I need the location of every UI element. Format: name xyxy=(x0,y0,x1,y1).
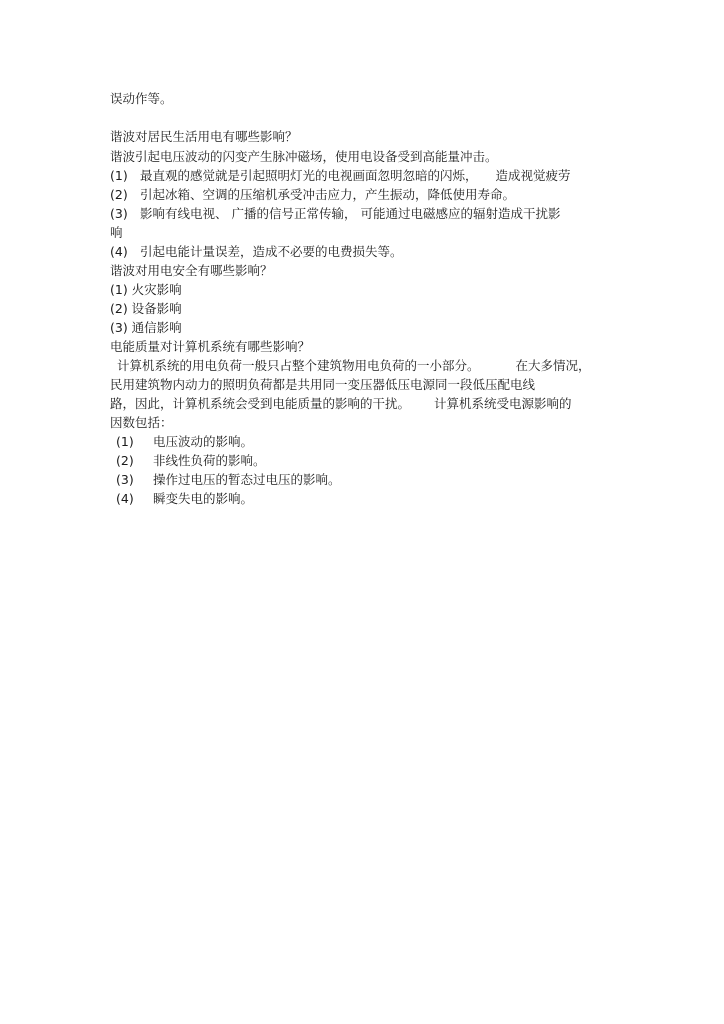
heading-text: 谐波对用电安全有哪些影响？ xyxy=(110,263,273,278)
list-item xyxy=(110,168,571,184)
list-item xyxy=(110,491,253,507)
list-item-text: 瞬变失电的影响。 xyxy=(153,491,254,506)
text-line xyxy=(110,377,535,393)
list-item-text: 引起冰箱、空调的压缩机承受冲击应力，产生振动，降低使用寿命。 xyxy=(140,187,516,202)
list-item-text: (1) 火灾影响 xyxy=(110,282,182,297)
text-line-content: 谐波引起电压波动的闪变产生脉冲磁场，使用电设备受到高能量冲击。 xyxy=(110,149,498,164)
text-line xyxy=(110,91,173,107)
list-item xyxy=(110,320,182,336)
list-marker: (2) xyxy=(116,453,134,468)
text-line-content: 在大多情况， xyxy=(515,358,591,373)
list-item xyxy=(110,187,515,203)
list-item xyxy=(110,301,182,317)
list-item xyxy=(110,434,253,450)
list-marker: (4) xyxy=(110,244,128,259)
heading-text: 电能质量对计算机系统有哪些影响？ xyxy=(110,339,311,354)
list-item xyxy=(110,453,266,469)
section-heading-safety xyxy=(110,263,273,279)
text-line-content: 计算机系统的用电负荷一般只占整个建筑物用电负荷的一小部分。 xyxy=(117,358,480,373)
list-marker: (3) xyxy=(116,472,134,487)
list-marker: (3) xyxy=(110,206,128,221)
list-item-text: 操作过电压的暂态过电压的影响。 xyxy=(153,472,341,487)
list-marker: (2) xyxy=(110,187,128,202)
list-item xyxy=(110,244,403,260)
heading-text: 谐波对居民生活用电有哪些影响？ xyxy=(110,129,298,144)
list-item xyxy=(110,282,182,298)
list-item-text: (2) 设备影响 xyxy=(110,301,182,316)
text-line xyxy=(110,149,498,165)
list-item xyxy=(110,472,341,488)
list-marker: (1) xyxy=(110,168,128,183)
list-item-text: 造成视觉疲劳 xyxy=(495,168,571,183)
text-line-content: 民用建筑物内动力的照明负荷都是共用同一变压器低压电源同一段低压配电线 xyxy=(110,377,536,392)
text-line-content: 路，因此，计算机系统会受到电能质量的影响的干扰。 xyxy=(110,396,411,411)
section-heading-residential xyxy=(110,129,298,145)
text-line-content: 因数包括： xyxy=(110,415,173,430)
text-line-content: 误动作等。 xyxy=(110,91,173,106)
text-line xyxy=(110,415,173,431)
section-heading-computer xyxy=(110,339,310,355)
text-line xyxy=(110,396,572,412)
text-line-content: 响 xyxy=(110,225,123,240)
list-item-text: 非线性负荷的影响。 xyxy=(153,453,266,468)
list-item-text: 电压波动的影响。 xyxy=(153,434,254,449)
list-marker: (1) xyxy=(116,434,134,449)
list-item-text: 引起电能计量误差，造成不必要的电费损失等。 xyxy=(140,244,403,259)
list-marker: (4) xyxy=(116,491,134,506)
list-item-text: 影响有线电视、 广播的信号正常传输， 可能通过电磁感应的辐射造成干扰影 xyxy=(140,206,561,221)
text-line-content: 计算机系统受电源影响的 xyxy=(434,396,572,411)
list-item-text: 最直观的感觉就是引起照明灯光的电视画面忽明忽暗的闪烁， xyxy=(140,168,478,183)
text-line xyxy=(117,358,591,374)
list-item xyxy=(110,206,560,222)
list-item-text: (3) 通信影响 xyxy=(110,320,182,335)
text-line xyxy=(110,225,123,241)
